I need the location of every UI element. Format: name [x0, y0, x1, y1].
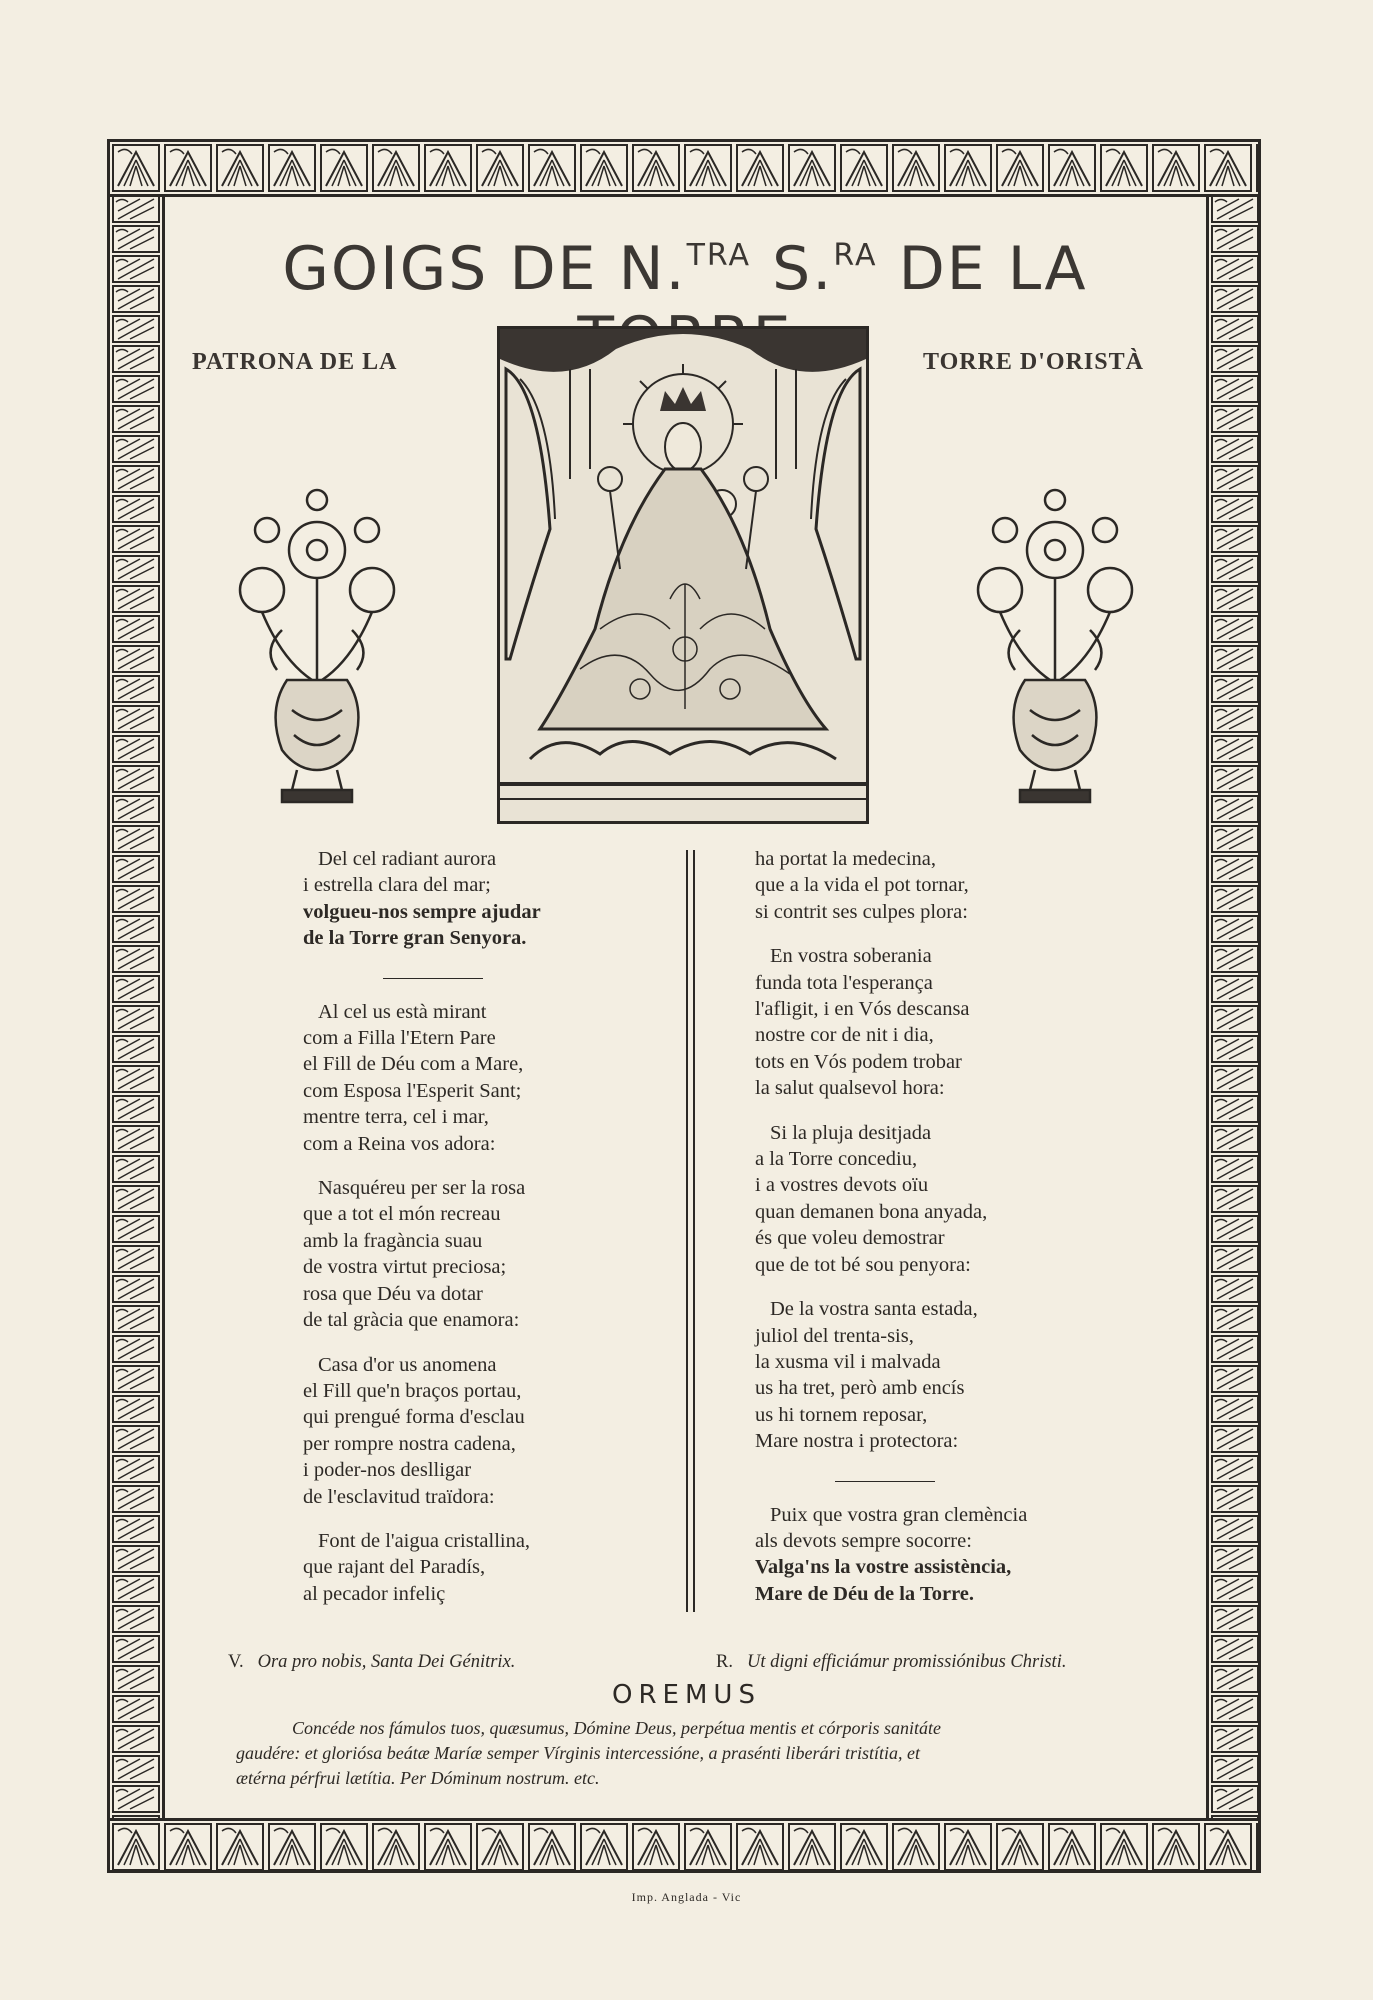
verses-left-column [303, 846, 663, 1625]
verse-line: Casa d'or us anomena [318, 1353, 497, 1376]
verse-line: i estrella clara del mar; [303, 874, 491, 897]
prayer-line: ætérna pérfrui lætítia. Per Dóminum nostrum. etc. [236, 1768, 600, 1788]
verse-line: i poder-nos deslligar [303, 1459, 472, 1482]
verse-line: En vostra soberania [770, 945, 932, 968]
verse-line: qui prengué forma d'esclau [303, 1406, 525, 1429]
prayer-line: Concéde nos fámulos tuos, quæsumus, Dómine Deus, perpétua mentis et córporis sanitáte [292, 1718, 941, 1738]
stanza [303, 999, 663, 1157]
verse-line: de tal gràcia que enamora: [303, 1309, 520, 1332]
stanza [755, 1120, 1115, 1278]
verse-line: Del cel radiant aurora [318, 848, 497, 870]
verse-line: Mare de Déu de la Torre. [755, 1582, 975, 1605]
verse-line: al pecador infeliç [303, 1582, 446, 1605]
column-divider [686, 850, 688, 1612]
verse-line: Nasquéreu per ser la rosa [318, 1177, 526, 1200]
verse-line: juliol del trenta-sis, [755, 1324, 914, 1347]
verse-line: ha portat la medecina, [755, 848, 936, 870]
response-text: Ut digni efficiámur promissiónibus Christi. [746, 1652, 1067, 1672]
title-part-1: GOIGS DE N. [282, 234, 687, 304]
verse-line: com a Reina vos adora: [303, 1132, 496, 1155]
prayer-text [236, 1716, 1142, 1791]
stanza [755, 943, 1115, 1101]
stanza [303, 1352, 663, 1510]
verse-line: de l'esclavitud traïdora: [303, 1485, 495, 1508]
verse-line: el Fill de Déu com a Mare, [303, 1053, 524, 1076]
column-divider [693, 850, 695, 1612]
verse-line: com a Filla l'Etern Pare [303, 1027, 496, 1050]
verse-line: mentre terra, cel i mar, [303, 1106, 489, 1129]
verse-line: que rajant del Paradís, [303, 1556, 486, 1579]
ornamental-border-bottom [110, 1818, 1258, 1873]
verse-line: és que voleu demostrar [755, 1227, 945, 1250]
verse-line: Si la pluja desitjada [770, 1121, 932, 1144]
stanza-divider [835, 1481, 935, 1482]
verse-line: Font de l'aigua cristallina, [318, 1529, 531, 1552]
title-superscript-1: TRA [686, 238, 752, 273]
verse-line: de la Torre gran Senyora. [303, 927, 527, 950]
verse-line: el Fill que'n braços portau, [303, 1379, 522, 1402]
verse-line: quan demanen bona anyada, [755, 1200, 988, 1223]
subtitle-right: TORRE D'ORISTÀ [923, 349, 1144, 375]
stanza [755, 1296, 1115, 1454]
prayer-line: gaudére: et gloriósa beátæ Maríæ semper Vírginis intercessióne, a prasénti liberári tristítia, et [236, 1743, 920, 1763]
verse-line: us ha tret, però amb encís [755, 1377, 965, 1400]
verse-line: Al cel us està mirant [318, 1000, 487, 1023]
ornamental-border-right [1206, 194, 1261, 1818]
verse-line: i a vostres devots oïu [755, 1174, 929, 1197]
verse-line: que de tot bé sou penyora: [755, 1253, 971, 1276]
stanza [755, 1502, 1115, 1608]
verse-line: als devots sempre socorre: [755, 1529, 972, 1552]
verse-line: si contrit ses culpes plora: [755, 900, 968, 923]
stanza [303, 1175, 663, 1333]
verse-line: de vostra virtut preciosa; [303, 1256, 507, 1279]
ornamental-border-top [110, 142, 1258, 197]
verse-line: la xusma vil i malvada [755, 1350, 941, 1373]
versicle-label: V. [228, 1652, 244, 1672]
verse-line: amb la fragància suau [303, 1229, 483, 1252]
verse-line: l'afligit, i en Vós descansa [755, 998, 970, 1021]
title-part-3: DE LA [898, 234, 1088, 304]
verse-line: com Esposa l'Esperit Sant; [303, 1079, 522, 1102]
subtitle-left: PATRONA DE LA [192, 349, 398, 375]
verses-right-column [755, 846, 1115, 1625]
verse-line: que a la vida el pot tornar, [755, 874, 969, 897]
verse-line: funda tota l'esperança [755, 971, 933, 994]
verse-line: us hi tornem reposar, [755, 1403, 928, 1426]
versicle-text: Ora pro nobis, Santa Dei Génitrix. [257, 1652, 516, 1672]
printer-imprint: Imp. Anglada - Vic [631, 1890, 742, 1904]
oremus-heading: OREMUS [612, 1680, 761, 1710]
title-part-2: S. [772, 234, 834, 304]
verse-line: a la Torre concediu, [755, 1148, 918, 1171]
virgin-woodcut-icon [497, 326, 869, 824]
verse-line: la salut qualsevol hora: [755, 1077, 945, 1100]
stanza [303, 846, 663, 952]
verse-line: Puix que vostra gran clemència [770, 1503, 1028, 1526]
response [716, 1652, 1066, 1673]
title-superscript-2: RA [833, 238, 878, 273]
verse-line: De la vostra santa estada, [770, 1298, 978, 1321]
stanza-divider [383, 978, 483, 979]
verse-line: Valga'ns la vostre assistència, [755, 1556, 1012, 1579]
verse-line: volgueu-nos sempre ajudar [303, 900, 541, 923]
stanza [303, 1528, 663, 1607]
stanza [755, 846, 1115, 925]
verse-line: tots en Vós podem trobar [755, 1050, 962, 1073]
versicle [228, 1652, 515, 1673]
verse-line: rosa que Déu va dotar [303, 1282, 483, 1305]
verse-line: nostre cor de nit i dia, [755, 1024, 934, 1047]
response-label: R. [716, 1652, 733, 1672]
flower-vase-right-icon [960, 480, 1150, 810]
verse-line: Mare nostra i protectora: [755, 1430, 959, 1453]
flower-vase-left-icon [222, 480, 412, 810]
verse-line: per rompre nostra cadena, [303, 1432, 516, 1455]
ornamental-border-left [110, 194, 165, 1818]
verse-line: que a tot el món recreau [303, 1203, 501, 1226]
